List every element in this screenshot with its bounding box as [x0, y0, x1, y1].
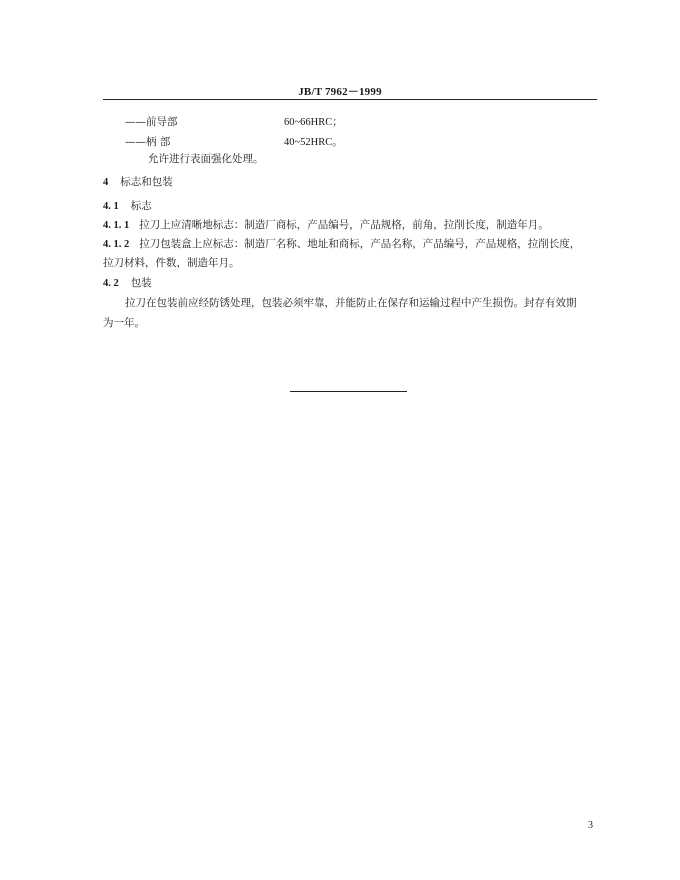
section-4-title: 标志和包装 [120, 176, 173, 188]
hardness-label-shank: ——柄 部 [125, 136, 171, 148]
end-of-standard-rule [290, 391, 407, 392]
page-number: 3 [588, 820, 593, 831]
section-4-2-number: 4. 2 [103, 278, 119, 289]
section-4-1-1 [103, 218, 549, 233]
section-4-1-2-text-line-2: 拉刀材料，件数，制造年月。 [103, 257, 240, 269]
hardness-value-front-guide: 60~66HRC； [284, 117, 343, 128]
section-4-2-title: 包装 [130, 277, 152, 289]
section-4-1-2-text-line-1: 拉刀包装盒上应标志：制造厂名称、地址和商标，产品名称，产品编号，产品规格，拉削长度， [139, 238, 581, 250]
section-4-1-number: 4. 1 [103, 201, 119, 212]
section-4-1-2-line-1 [103, 237, 580, 252]
section-4-1-1-number: 4. 1. 1 [103, 220, 130, 231]
section-4-1-2-number: 4. 1. 2 [103, 239, 130, 250]
header-rule [103, 99, 597, 100]
section-4-2-text-line-2: 为一年。 [103, 317, 145, 329]
section-4-1-1-text: 拉刀上应清晰地标志：制造厂商标，产品编号，产品规格，前角，拉削长度，制造年月。 [139, 219, 549, 231]
section-4-number: 4 [103, 177, 109, 188]
surface-treatment-note: 允许进行表面强化处理。 [148, 153, 264, 165]
hardness-value-shank: 40~52HRC。 [284, 137, 343, 148]
section-4-heading [103, 175, 173, 190]
section-4-2-heading [103, 276, 152, 291]
standard-code-header: JB/T 7962－1999 [298, 86, 382, 98]
hardness-label-front-guide: ——前导部 [125, 116, 178, 128]
section-4-2-text-line-1: 拉刀在包装前应经防锈处理，包装必须牢靠，并能防止在保存和运输过程中产生损伤。封存有效期 [125, 297, 577, 309]
section-4-1-title: 标志 [130, 200, 152, 212]
section-4-1-heading [103, 199, 152, 214]
